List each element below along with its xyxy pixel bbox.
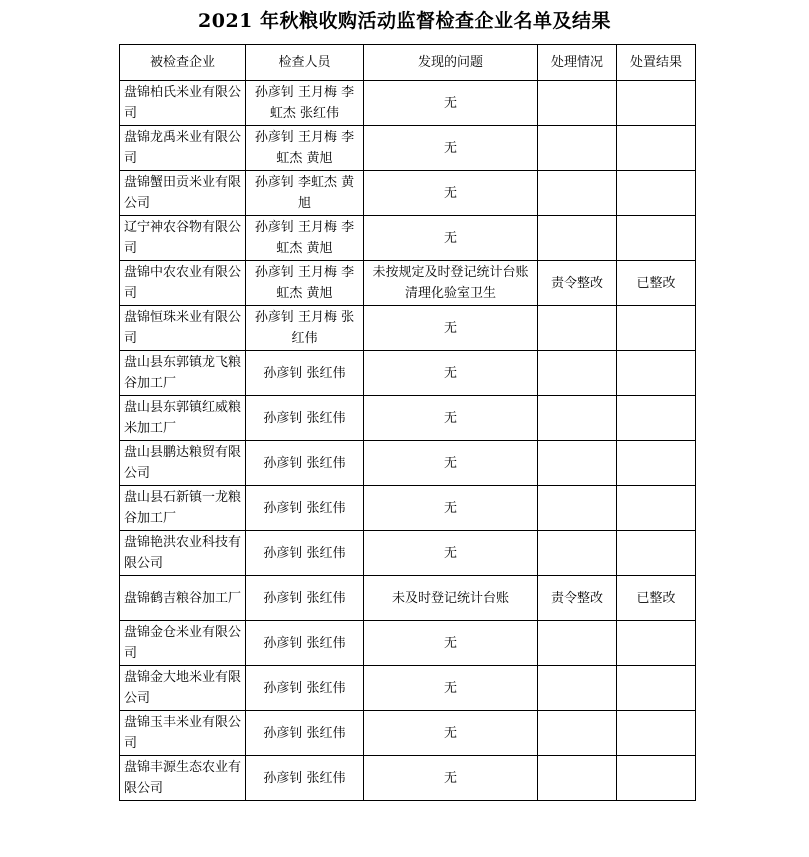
- column-header-issues: 发现的问题: [364, 45, 538, 81]
- inspectors-cell: 孙彦钊 王月梅 李虹杰 张红伟: [246, 81, 364, 126]
- inspectors-cell: 孙彦钊 王月梅 李虹杰 黄旭: [246, 216, 364, 261]
- company-cell: 盘锦丰源生态农业有限公司: [120, 756, 246, 801]
- result-cell: [617, 351, 696, 396]
- inspectors-cell: 孙彦钊 张红伟: [246, 531, 364, 576]
- handling-cell: [538, 396, 617, 441]
- issues-cell: 无: [364, 216, 538, 261]
- handling-cell: [538, 126, 617, 171]
- inspection-results-table: [119, 44, 696, 801]
- table-row: [120, 351, 696, 396]
- inspectors-cell: 孙彦钊 王月梅 李虹杰 黄旭: [246, 126, 364, 171]
- result-cell: [617, 621, 696, 666]
- table-row: [120, 666, 696, 711]
- company-cell: 盘锦龙禹米业有限公司: [120, 126, 246, 171]
- issues-cell: 无: [364, 306, 538, 351]
- issues-cell: 无: [364, 81, 538, 126]
- result-cell: [617, 216, 696, 261]
- handling-cell: [538, 486, 617, 531]
- handling-cell: [538, 171, 617, 216]
- issues-cell: 无: [364, 666, 538, 711]
- inspectors-cell: 孙彦钊 张红伟: [246, 486, 364, 531]
- inspectors-cell: 孙彦钊 王月梅 李虹杰 黄旭: [246, 261, 364, 306]
- company-cell: 盘锦玉丰米业有限公司: [120, 711, 246, 756]
- table-row: [120, 81, 696, 126]
- issues-cell: 未按规定及时登记统计台账清理化验室卫生: [364, 261, 538, 306]
- result-cell: [617, 171, 696, 216]
- company-cell: 盘锦金仓米业有限公司: [120, 621, 246, 666]
- table-row: [120, 216, 696, 261]
- table-header-row: [120, 45, 696, 81]
- table-row: [120, 126, 696, 171]
- issues-cell: 未及时登记统计台账: [364, 576, 538, 621]
- handling-cell: [538, 666, 617, 711]
- column-header-inspectors: 检查人员: [246, 45, 364, 81]
- company-cell: 盘锦中农农业有限公司: [120, 261, 246, 306]
- result-cell: [617, 306, 696, 351]
- inspectors-cell: 孙彦钊 张红伟: [246, 576, 364, 621]
- company-cell: 盘山县东郭镇龙飞粮谷加工厂: [120, 351, 246, 396]
- handling-cell: [538, 441, 617, 486]
- result-cell: 已整改: [617, 261, 696, 306]
- inspectors-cell: 孙彦钊 张红伟: [246, 621, 364, 666]
- company-cell: 盘锦蟹田贡米业有限公司: [120, 171, 246, 216]
- company-cell: 盘锦艳洪农业科技有限公司: [120, 531, 246, 576]
- handling-cell: [538, 81, 617, 126]
- table-row: [120, 306, 696, 351]
- company-cell: 盘山县鹏达粮贸有限公司: [120, 441, 246, 486]
- handling-cell: [538, 711, 617, 756]
- column-header-company: 被检查企业: [120, 45, 246, 81]
- table-row: [120, 486, 696, 531]
- handling-cell: [538, 216, 617, 261]
- table-row: [120, 396, 696, 441]
- company-cell: 辽宁神农谷物有限公司: [120, 216, 246, 261]
- result-cell: [617, 126, 696, 171]
- page-title: 2021 年秋粮收购活动监督检查企业名单及结果: [198, 10, 611, 32]
- company-cell: 盘山县石新镇一龙粮谷加工厂: [120, 486, 246, 531]
- issues-cell: 无: [364, 531, 538, 576]
- result-cell: [617, 531, 696, 576]
- result-cell: [617, 441, 696, 486]
- table-row: [120, 576, 696, 621]
- inspectors-cell: 孙彦钊 张红伟: [246, 396, 364, 441]
- inspectors-cell: 孙彦钊 张红伟: [246, 711, 364, 756]
- company-cell: 盘锦金大地米业有限公司: [120, 666, 246, 711]
- handling-cell: 责令整改: [538, 576, 617, 621]
- column-header-result: 处置结果: [617, 45, 696, 81]
- result-cell: [617, 81, 696, 126]
- result-cell: [617, 396, 696, 441]
- issues-cell: 无: [364, 441, 538, 486]
- issues-cell: 无: [364, 621, 538, 666]
- handling-cell: 责令整改: [538, 261, 617, 306]
- company-cell: 盘山县东郭镇红威粮米加工厂: [120, 396, 246, 441]
- table-row: [120, 441, 696, 486]
- issues-cell: 无: [364, 171, 538, 216]
- handling-cell: [538, 306, 617, 351]
- handling-cell: [538, 756, 617, 801]
- table-row: [120, 171, 696, 216]
- handling-cell: [538, 621, 617, 666]
- result-cell: [617, 756, 696, 801]
- table-row: [120, 531, 696, 576]
- inspectors-cell: 孙彦钊 张红伟: [246, 351, 364, 396]
- inspectors-cell: 孙彦钊 张红伟: [246, 441, 364, 486]
- result-cell: [617, 486, 696, 531]
- issues-cell: 无: [364, 126, 538, 171]
- handling-cell: [538, 351, 617, 396]
- result-cell: 已整改: [617, 576, 696, 621]
- table-row: [120, 756, 696, 801]
- company-cell: 盘锦柏氏米业有限公司: [120, 81, 246, 126]
- issues-cell: 无: [364, 486, 538, 531]
- result-cell: [617, 711, 696, 756]
- table-row: [120, 711, 696, 756]
- handling-cell: [538, 531, 617, 576]
- issues-cell: 无: [364, 756, 538, 801]
- column-header-handling: 处理情况: [538, 45, 617, 81]
- table-row: [120, 261, 696, 306]
- inspectors-cell: 孙彦钊 王月梅 张红伟: [246, 306, 364, 351]
- issues-cell: 无: [364, 711, 538, 756]
- issues-cell: 无: [364, 351, 538, 396]
- issues-cell: 无: [364, 396, 538, 441]
- table-row: [120, 621, 696, 666]
- table-body: [120, 81, 696, 801]
- inspectors-cell: 孙彦钊 张红伟: [246, 666, 364, 711]
- inspectors-cell: 孙彦钊 李虹杰 黄旭: [246, 171, 364, 216]
- company-cell: 盘锦恒珠米业有限公司: [120, 306, 246, 351]
- company-cell: 盘锦鹤吉粮谷加工厂: [120, 576, 246, 621]
- inspectors-cell: 孙彦钊 张红伟: [246, 756, 364, 801]
- result-cell: [617, 666, 696, 711]
